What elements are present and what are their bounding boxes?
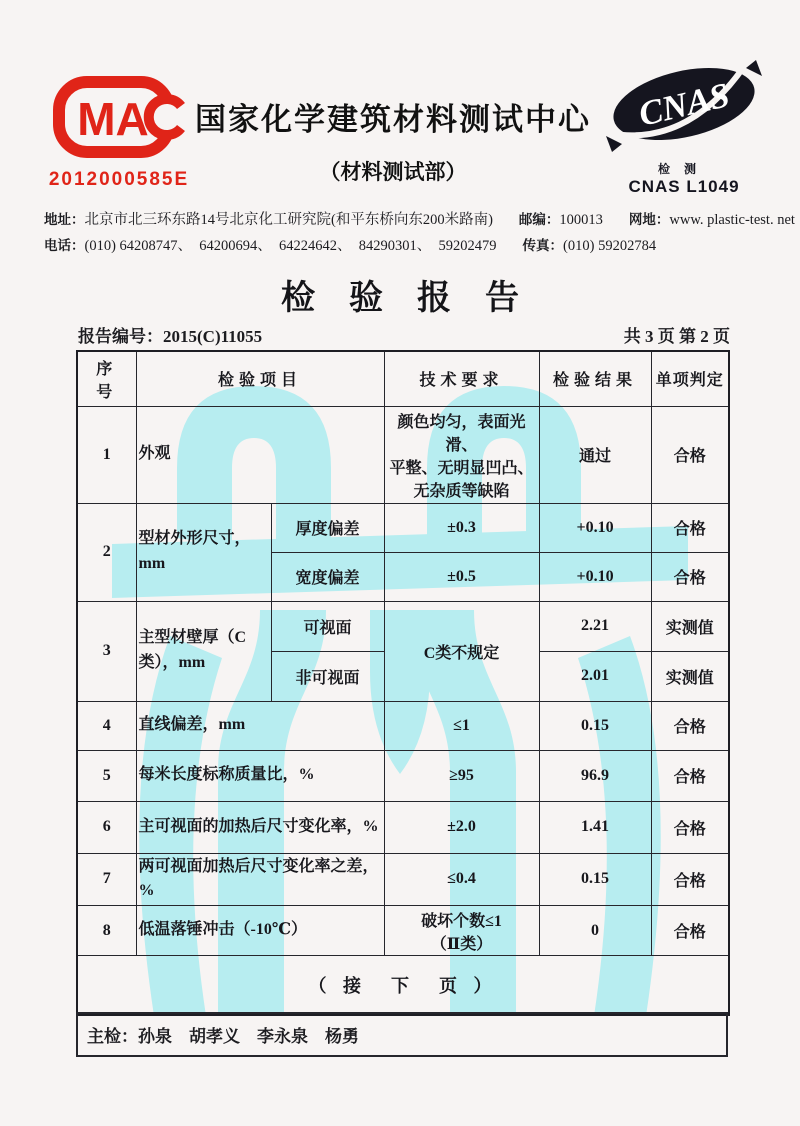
- cell-r3-sub2: 非可视面: [271, 651, 384, 701]
- cell-r4-tech: ≤1: [384, 701, 539, 750]
- web-segment: [629, 207, 795, 233]
- cell-r2-tech-b: ±0.5: [384, 552, 539, 601]
- cell-r6-tech: ±2.0: [384, 801, 539, 853]
- table-row-7: [77, 853, 729, 906]
- cell-r5-no: 5: [77, 750, 136, 801]
- cell-r2-item: 型材外形尺寸，mm: [136, 503, 271, 601]
- zip-label: 邮编：: [518, 212, 560, 227]
- header-result: 检验结果: [539, 351, 651, 406]
- cell-r3-result-a: 2.21: [539, 601, 651, 651]
- cell-r5-judge: 合格: [651, 750, 729, 801]
- address-segment: [44, 207, 493, 233]
- cell-r1-item: 外观: [136, 406, 384, 503]
- cell-r2-no: 2: [77, 503, 136, 601]
- cell-r7-result: 0.15: [539, 853, 651, 906]
- header-tech: 技术要求: [384, 351, 539, 406]
- zip-segment: [519, 207, 603, 233]
- cell-r8-result: 0: [539, 906, 651, 956]
- report-number-label: 报告编号：: [78, 327, 163, 346]
- phone-value: (010) 64208747、 64200694、 64224642、 84290301、 59202479: [84, 238, 497, 254]
- cma-logo-block: [48, 74, 190, 191]
- report-meta-row: [78, 322, 730, 347]
- table-continued-row: [77, 956, 729, 1015]
- cell-r1-tech: [384, 406, 539, 503]
- fax-label: 传真：: [522, 238, 564, 253]
- inspector-box: [76, 1012, 728, 1057]
- cell-r4-no: 4: [77, 701, 136, 750]
- cell-r3-result-b: 2.01: [539, 651, 651, 701]
- contact-line-address: [44, 207, 795, 233]
- r8-tech-line1: 破坏个数≤1: [421, 912, 502, 930]
- cell-r2-tech-a: ±0.3: [384, 503, 539, 552]
- cell-r4-judge: 合格: [651, 701, 729, 750]
- cnas-cert-number: CNAS L1049: [628, 177, 740, 196]
- cell-r4-result: 0.15: [539, 701, 651, 750]
- address-label: 地址：: [44, 212, 85, 227]
- report-title: 检 验 报 告: [281, 280, 519, 317]
- web-value: www. plastic-test. net: [669, 212, 795, 228]
- contact-info: [44, 207, 795, 259]
- cma-letters: MA: [77, 93, 149, 145]
- cell-r8-judge: 合格: [651, 906, 729, 956]
- cell-r2-judge-a: 合格: [651, 503, 729, 552]
- table-row-3a: [77, 601, 729, 651]
- cnas-logo-block: [596, 58, 772, 197]
- phone-label: 电话：: [44, 238, 85, 253]
- table-row-1: [77, 406, 729, 503]
- page-info: 共 3 页 第 2 页: [623, 327, 730, 346]
- cell-r3-judge-b: 实测值: [651, 651, 729, 701]
- cell-r3-judge-a: 实测值: [651, 601, 729, 651]
- cnas-mark-label: 检测: [657, 162, 710, 176]
- cell-r3-item: 主型材壁厚（C类），mm: [136, 601, 271, 701]
- results-table: [76, 350, 730, 1016]
- org-title-block: [178, 94, 608, 186]
- cell-r3-no: 3: [77, 601, 136, 701]
- cell-r2-judge-b: 合格: [651, 552, 729, 601]
- header-judge: 单项判定: [651, 351, 729, 406]
- cnas-logo-icon: [598, 58, 770, 154]
- fax-value: (010) 59202784: [563, 238, 657, 254]
- svg-text:CNAS: CNAS: [635, 75, 734, 134]
- cell-r2-sub2: 宽度偏差: [271, 552, 384, 601]
- cell-r1-no: 1: [77, 406, 136, 503]
- continued-note: （ 接 下 页 ）: [77, 956, 729, 1015]
- cell-r4-item: 直线偏差，mm: [136, 701, 384, 750]
- table-row-6: [77, 801, 729, 853]
- fax-segment: [523, 233, 657, 259]
- org-subtitle: （材料测试部）: [319, 161, 467, 184]
- r1-tech-line2: 平整、无明显凹凸、: [389, 459, 534, 477]
- cell-r7-no: 7: [77, 853, 136, 906]
- cell-r6-item: 主可视面的加热后尺寸变化率，%: [136, 801, 384, 853]
- zip-value: 100013: [559, 212, 603, 228]
- cma-cert-number: 2012000585E: [48, 169, 190, 190]
- table-row-5: [77, 750, 729, 801]
- cell-r7-item: 两可视面加热后尺寸变化率之差，%: [136, 853, 384, 906]
- cell-r6-result: 1.41: [539, 801, 651, 853]
- cell-r8-tech: [384, 906, 539, 956]
- contact-line-phone: [44, 233, 764, 259]
- address-value: 北京市北三环东路14号北京化工研究院(和平东桥向东200米路南): [84, 212, 493, 228]
- cell-r5-result: 96.9: [539, 750, 651, 801]
- inspector-names: 主检：孙泉 胡孝义 李永泉 杨勇: [87, 1027, 359, 1046]
- header-no: 序 号: [77, 351, 136, 406]
- table-row-4: [77, 701, 729, 750]
- cell-r2-result-a: +0.10: [539, 503, 651, 552]
- r1-tech-line1: 颜色均匀，表面光滑、: [397, 413, 526, 454]
- report-number-value: 2015(C)11055: [163, 327, 263, 346]
- cell-r8-item: 低温落锤冲击（-10℃）: [136, 906, 384, 956]
- cell-r1-result: 通过: [539, 406, 651, 503]
- cell-r8-no: 8: [77, 906, 136, 956]
- cell-r5-item: 每米长度标称质量比，%: [136, 750, 384, 801]
- cma-logo-icon: [51, 74, 187, 160]
- cell-r3-sub1: 可视面: [271, 601, 384, 651]
- table-row-2a: [77, 503, 729, 552]
- cell-r6-judge: 合格: [651, 801, 729, 853]
- phone-segment: [44, 233, 497, 259]
- cell-r2-sub1: 厚度偏差: [271, 503, 384, 552]
- cell-r7-tech: ≤0.4: [384, 853, 539, 906]
- table-row-8: [77, 906, 729, 956]
- cell-r7-judge: 合格: [651, 853, 729, 906]
- results-table-wrap: [76, 350, 730, 1016]
- cell-r5-tech: ≥95: [384, 750, 539, 801]
- r8-tech-line2: （Ⅱ类）: [430, 935, 493, 953]
- cell-r6-no: 6: [77, 801, 136, 853]
- cell-r3-tech: C类不规定: [384, 601, 539, 701]
- r1-tech-line3: 无杂质等缺陷: [413, 482, 510, 500]
- web-label: 网地：: [628, 212, 670, 227]
- table-header-row: [77, 351, 729, 406]
- report-number: [78, 322, 262, 347]
- cell-r2-result-b: +0.10: [539, 552, 651, 601]
- cell-r1-judge: 合格: [651, 406, 729, 503]
- header-item: 检验项目: [136, 351, 384, 406]
- org-title: 国家化学建筑材料测试中心: [195, 102, 591, 137]
